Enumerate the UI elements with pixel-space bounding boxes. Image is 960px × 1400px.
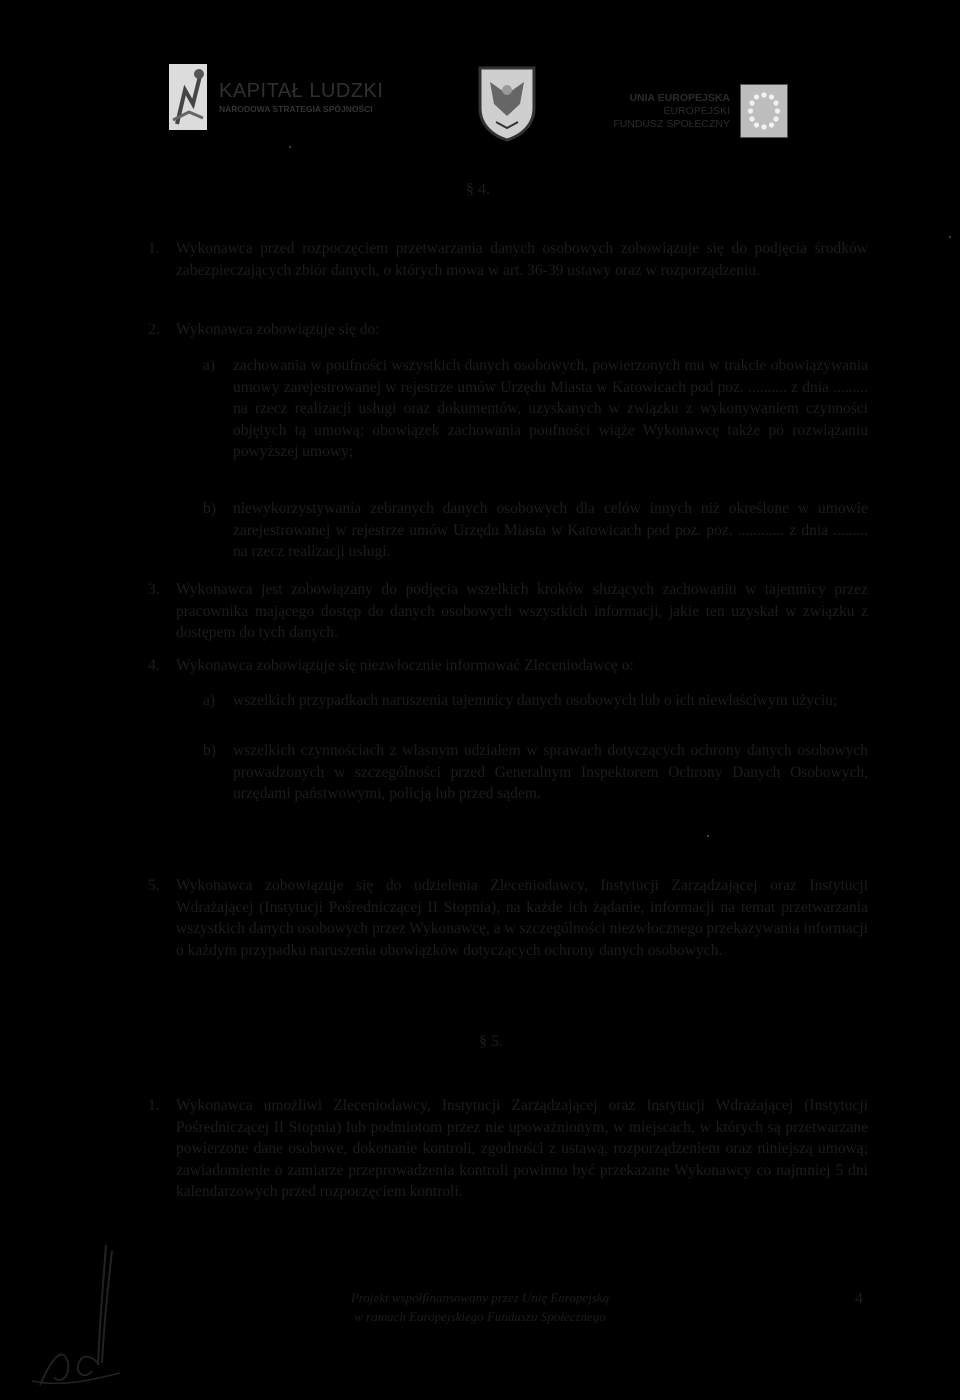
- section4-item2: [148, 319, 868, 341]
- item-number: 2.: [148, 321, 160, 338]
- subitem-text: zachowania w poufności wszystkich danych osobowych, powierzonych mu w trakcie obowiązywania umowy zarejestrowanej w rejestrze umów Urzędu Miasta w Katowicach pod poz. .......... z dnia ......... na rzecz realizacji usługi oraz dokumentów, uzyskanych w związku z wykonywaniem czynności objętych tą umową; obowiązek zachowania poufności wiąże Wykonawcę także po rozwiązaniu powyższej umowy;: [233, 357, 868, 461]
- section4-item4-a: [203, 690, 868, 712]
- kapital-ludzki-emblem-icon: [163, 60, 213, 134]
- section4-item1: [148, 238, 868, 281]
- eu-logo-line1: UNIA EUROPEJSKA: [629, 92, 730, 104]
- subitem-text: wszelkich przypadkach naruszenia tajemnicy danych osobowych lub o ich niewłaściwym użyciu;: [233, 692, 838, 709]
- eu-logo-line2: EUROPEJSKI: [663, 105, 730, 117]
- eu-logo: [598, 84, 788, 150]
- eu-logo-line3: FUNDUSZ SPOŁECZNY: [613, 118, 730, 130]
- section5-item1: [148, 1095, 868, 1203]
- eu-flag-icon: [740, 84, 788, 138]
- item-number: 5.: [148, 877, 160, 894]
- kapital-ludzki-logo: [163, 60, 393, 140]
- subitem-text: wszelkich czynnościach z własnym udziałem w sprawach dotyczących ochrony danych osobowych prowadzonych w szczególności przed Generalnym Inspektorem Ochrony Danych Osobowych, urzędami państwowymi, policją lub przed sądem.: [233, 742, 868, 803]
- footer-line2: w ramach Europejskiego Funduszu Społecznego: [354, 1309, 606, 1324]
- section4-item5: [148, 875, 868, 961]
- subitem-letter: b): [203, 742, 216, 759]
- item-text: Wykonawca zobowiązuje się do udzielenia Zleceniodawcy, Instytucji Zarządzającej oraz Instytucji Wdrażającej (Instytucji Pośredniczącej II Stopnia), na każde ich żądanie, informacji na temat przetwarzania wszystkich danych osobowych przez Wykonawcę, a w szczególności niezwłocznego przekazywania informacji o każdym przypadku naruszenia obowiązków dotyczących ochrony danych osobowych.: [176, 877, 868, 959]
- section4-item2-b: [203, 498, 868, 563]
- scan-speck: [707, 835, 709, 837]
- item-number: 1.: [148, 240, 160, 257]
- section4-item3: [148, 579, 868, 644]
- item-number: 4.: [148, 657, 160, 674]
- section4-item4: [148, 655, 868, 677]
- item-text: Wykonawca zobowiązuje się do:: [176, 321, 380, 338]
- subitem-letter: a): [203, 692, 216, 709]
- section-heading-4: § 4.: [466, 181, 490, 198]
- item-text: Wykonawca jest zobowiązany do podjęcia wszelkich kroków służących zachowaniu w tajemnicy przez pracownika mającego dostęp do danych osobowych wszystkich informacji, jakie ten uzyskał w związku z dostępem do tych danych.: [176, 581, 868, 642]
- scan-speck: [949, 236, 951, 238]
- item-text: Wykonawca umożliwi Zleceniodawcy, Instytucji Zarządzającej oraz Instytucji Wdrażającej (Instytucji Pośredniczącej II Stopnia) lub podmiotom przez nie upoważnionym, w miejscach, w których są przetwarzane powierzone dane osobowe, dokonanie kontroli, zgodności z ustawą, rozporządzeniem oraz niniejszą umową; zawiadomienie o zamiarze przeprowadzenia kontroli powinno być przekazane Wykonawcy co najmniej 5 dni kalendarzowych przed rozpoczęciem kontroli.: [176, 1097, 868, 1201]
- item-number: 1.: [148, 1097, 160, 1114]
- item-text: Wykonawca zobowiązuje się niezwłocznie informować Zleceniodawcę o:: [176, 657, 634, 674]
- coat-of-arms-icon: [476, 64, 538, 142]
- subitem-letter: a): [203, 357, 216, 374]
- eu-logo-text: [613, 92, 730, 131]
- kapital-ludzki-subtitle: NARODOWA STRATEGIA SPÓJNOŚCI: [219, 104, 373, 114]
- footer-line1: Projekt współfinansowany przez Unię Europejską: [350, 1290, 610, 1305]
- item-text: Wykonawca przed rozpoczęciem przetwarzania danych osobowych zobowiązuje się do podjęcia środków zabezpieczających zbiór danych, o których mowa w art. 36-39 ustawy oraz w rozporządzeniu.: [176, 240, 868, 279]
- scan-speck: [289, 146, 291, 148]
- handwritten-initials-signature: [20, 1235, 160, 1395]
- subitem-letter: b): [203, 500, 216, 517]
- section4-item4-b: [203, 740, 868, 805]
- kapital-ludzki-title: KAPITAŁ LUDZKI: [219, 80, 384, 102]
- subitem-text: niewykorzystywania zebranych danych osobowych dla celów innych niż określone w umowie zarejestrowanej w rejestrze umów Urzędu Miasta w Katowicach pod poz. poz. ............ z dnia ......... na rzecz realizacji usługi.: [233, 500, 868, 561]
- section4-item2-a: [203, 355, 868, 463]
- section-heading-5: § 5.: [479, 1033, 503, 1050]
- page-number: 4: [855, 1290, 863, 1307]
- item-number: 3.: [148, 581, 160, 598]
